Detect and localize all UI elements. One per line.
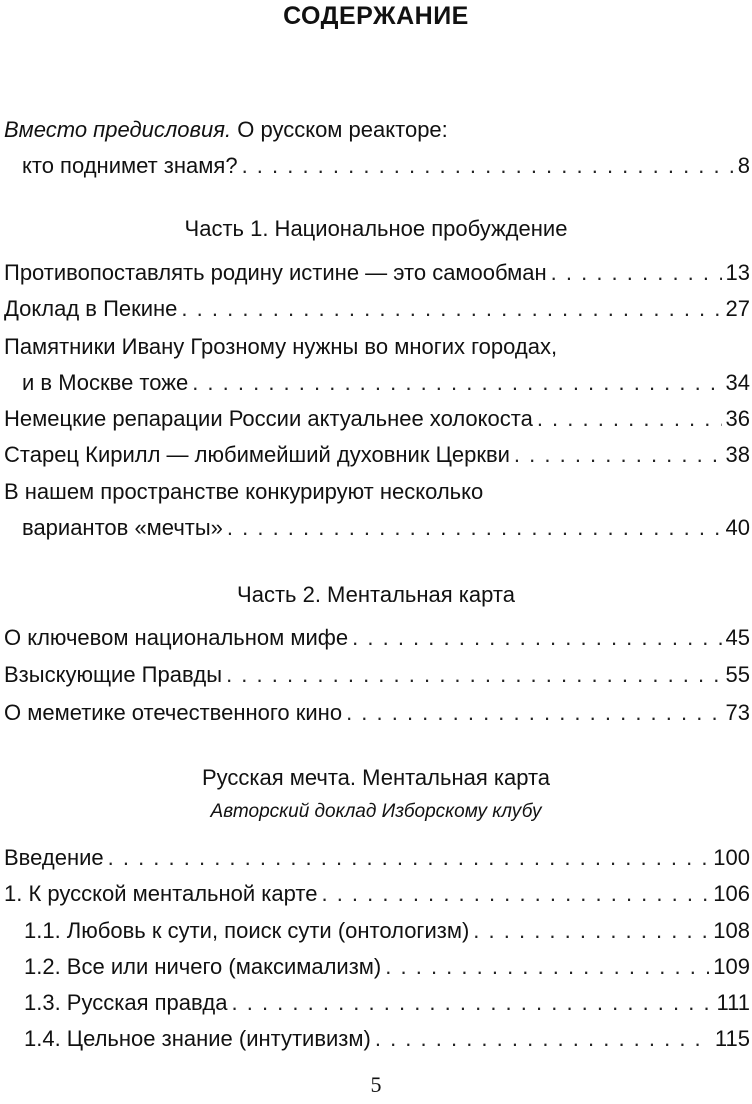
dot-leader [181,291,721,327]
entry-title-line2: вариантов «мечты» [22,515,223,540]
dot-leader [514,437,722,473]
page-number: 34 [725,370,750,395]
toc-entry[interactable] [4,695,750,731]
preface-title-line2: кто поднимет знамя? [22,153,238,178]
toc-entry[interactable] [4,620,750,656]
page-number: 108 [713,918,750,943]
entry-title: 1.1. Любовь к сути, поиск сути (онтологизм) [24,918,470,943]
toc-entry[interactable] [4,401,750,437]
folio-page-number: 5 [370,1072,382,1097]
page-title: СОДЕРЖАНИЕ [283,2,469,30]
page-number: 13 [725,260,750,285]
entry-title: Противопоставлять родину истине — это самообман [4,260,547,285]
dot-leader [473,913,709,949]
part2-heading: Часть 2. Ментальная карта [237,582,515,607]
toc-entry[interactable] [4,657,750,693]
dot-leader [108,840,710,876]
page-number: 27 [725,296,750,321]
entry-title: Взыскующие Правды [4,662,223,687]
dot-leader [242,148,734,184]
toc-entry[interactable] [4,913,750,949]
toc-entry[interactable] [4,1021,750,1057]
entry-title: 1.3. Русская правда [24,990,228,1015]
entry-title: В нашем пространстве конкурируют несколько [4,479,484,504]
page-number: 8 [737,153,750,178]
page-number: 73 [725,700,750,725]
page-number: 40 [725,515,750,540]
dot-leader [537,401,722,437]
toc-entry[interactable] [4,876,750,912]
dot-leader [551,255,722,291]
toc-entry[interactable] [4,474,750,546]
page-number: 115 [714,1026,750,1051]
dot-leader [227,510,722,546]
entry-title: Доклад в Пекине [4,296,178,321]
dot-leader [375,1021,711,1057]
dot-leader [226,657,721,693]
page-number: 109 [713,954,750,979]
dot-leader [352,620,721,656]
part3-heading: Русская мечта. Ментальная карта [201,765,551,790]
toc-entry[interactable] [4,329,750,401]
entry-title: 1.2. Все или ничего (максимализм) [24,954,382,979]
part1-heading: Часть 1. Национальное пробуждение [184,216,568,241]
dot-leader [385,949,709,985]
toc-entry[interactable] [4,437,750,473]
toc-entry-preface[interactable] [4,112,750,184]
page-number: 55 [725,662,750,687]
preface-title-label: О русском реакторе: [231,117,448,142]
dot-leader [346,695,721,731]
toc-entry[interactable] [4,949,750,985]
page-number: 111 [716,990,750,1015]
page-number: 38 [725,442,750,467]
page-number: 100 [713,845,750,870]
dot-leader [232,985,713,1021]
page-number: 36 [725,406,750,431]
page-number: 106 [713,881,750,906]
entry-title: Немецкие репарации России актуальнее холокоста [4,406,533,431]
entry-title: Введение [4,845,104,870]
entry-title: О меметике отечественного кино [4,700,343,725]
preface-italic-label: Вместо предисловия. [4,117,232,142]
toc-entry[interactable] [4,255,750,291]
page-number: 45 [725,625,750,650]
entry-title-line2: и в Москве тоже [22,370,189,395]
entry-title: 1.4. Цельное знание (интутивизм) [24,1026,371,1051]
entry-title: Памятники Ивану Грозному нужны во многих городах, [4,334,558,359]
toc-entry[interactable] [4,840,750,876]
dot-leader [192,365,721,401]
toc-entry[interactable] [4,985,750,1021]
part3-subheading: Авторский доклад Изборскому клубу [210,801,542,822]
dot-leader [321,876,709,912]
toc-entry[interactable] [4,291,750,327]
entry-title: 1. К русской ментальной карте [4,881,318,906]
entry-title: Старец Кирилл — любимейший духовник Церкви [4,442,510,467]
entry-title: О ключевом национальном мифе [4,625,349,650]
